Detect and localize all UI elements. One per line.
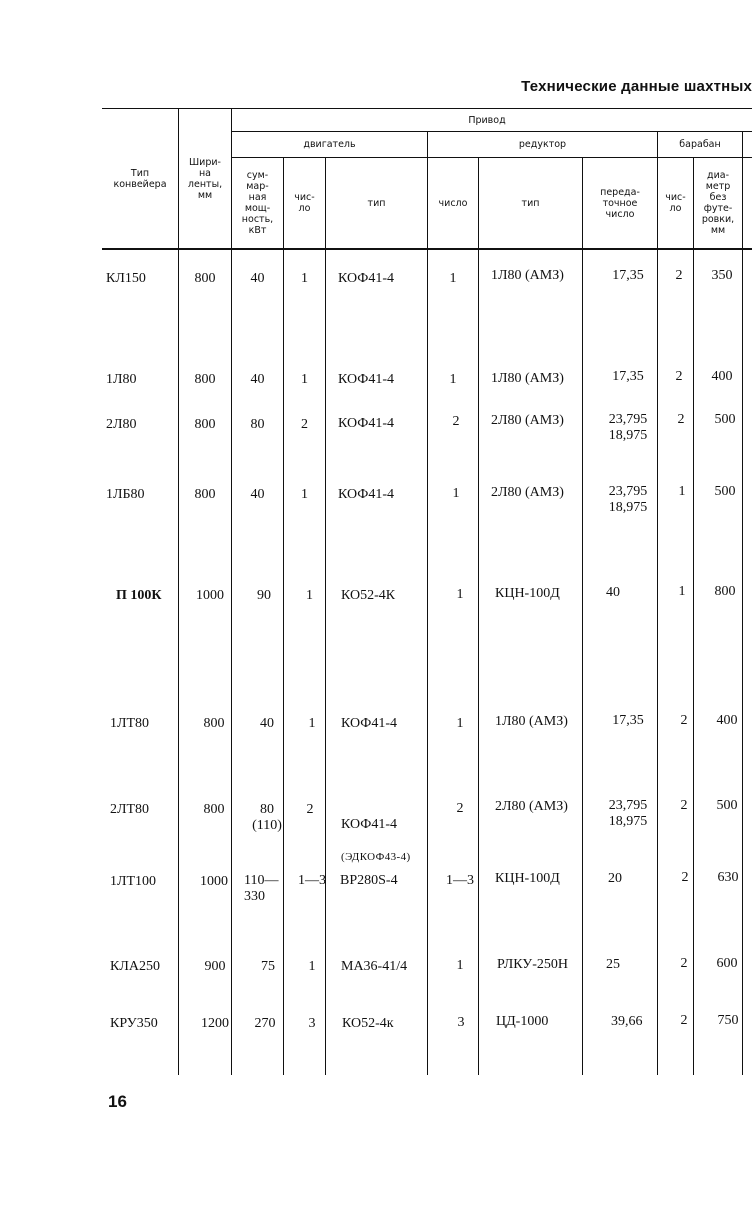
- cell-drum-count: 2: [680, 956, 688, 971]
- header-type: Тип конвейера: [113, 167, 167, 190]
- cell-power: 75: [261, 959, 275, 974]
- cell-reducer-count: 2: [452, 414, 460, 429]
- header-reducer-ratio: переда- точное число: [600, 186, 640, 220]
- header-drum: барабан: [679, 139, 721, 150]
- header-motor-count: чис- ло: [294, 192, 315, 214]
- cell-ratio: 17,35: [612, 369, 644, 384]
- cell-width: 800: [194, 487, 216, 502]
- cell-reducer-count: 1: [456, 587, 464, 602]
- cell-reducer-type: КЦН-100Д: [495, 871, 560, 886]
- cell-drum-count: 2: [675, 369, 683, 384]
- cell-motor-count: 2: [301, 417, 308, 432]
- cell-drum-count: 1: [678, 484, 686, 499]
- cell-diameter: 500: [716, 798, 738, 813]
- cell-reducer-count: 1: [456, 958, 464, 973]
- cell-drum-count: 2: [677, 412, 685, 427]
- cell-ratio: 25: [606, 957, 620, 972]
- cell-reducer-count: 1—3: [446, 873, 474, 888]
- cell-reducer-type: КЦН-100Д: [495, 586, 560, 601]
- cell-power: 40: [250, 271, 265, 286]
- cell-power: 80 (110): [252, 802, 282, 833]
- header-motor: двигатель: [303, 139, 356, 150]
- cell-power: 90: [257, 588, 271, 603]
- cell-diameter: 500: [714, 412, 736, 427]
- cell-drum-count: 2: [675, 268, 683, 283]
- page-title: Технические данные шахтных: [521, 78, 752, 95]
- cell-width: 1000: [200, 874, 228, 889]
- cell-type: 1ЛТ80: [110, 716, 150, 731]
- cell-drum-count: 2: [681, 870, 689, 885]
- cell-motor-count: 1: [308, 716, 316, 731]
- cell-type: 1ЛТ100: [110, 874, 157, 889]
- cell-reducer-type: 1Л80 (АМЗ): [491, 371, 564, 386]
- col-rule-4: [325, 157, 326, 1075]
- cell-type: 2Л80: [106, 417, 137, 432]
- header-belt-width: Шири- на ленты, мм: [187, 156, 223, 201]
- cell-motor-type: КО52-4к: [342, 1016, 394, 1031]
- cell-motor-type: КОФ41-4: [338, 372, 394, 387]
- cell-motor-count: 1—3: [298, 873, 326, 888]
- cell-ratio: 39,66: [611, 1014, 643, 1029]
- header-motor-power: сум- мар- ная мощ- ность, кВт: [241, 170, 274, 236]
- cell-motor-count: 1: [301, 372, 308, 387]
- cell-width: 800: [194, 271, 216, 286]
- cell-reducer-count: 1: [456, 716, 464, 731]
- cell-motor-type: КО52-4К: [341, 588, 396, 603]
- col-rule-3: [283, 157, 284, 1075]
- cell-diameter: 500: [714, 484, 736, 499]
- cell-reducer-count: 1: [449, 372, 457, 387]
- cell-motor-count: 2: [306, 802, 314, 817]
- cell-reducer-type: 2Л80 (АМЗ): [491, 413, 564, 428]
- motor-type-alt: (ЭДКОФ43-4): [341, 851, 411, 863]
- cell-width: 800: [194, 417, 216, 432]
- cell-reducer-type: 2Л80 (АМЗ): [495, 799, 568, 814]
- cell-motor-type: МА36-41/4: [341, 959, 408, 974]
- cell-reducer-count: 2: [456, 801, 464, 816]
- cell-motor-count: 1: [301, 487, 308, 502]
- cell-width: 1000: [196, 588, 224, 603]
- header-drum-count: чис- ло: [665, 192, 686, 214]
- cell-ratio: 40: [606, 585, 620, 600]
- header-drive: Привод: [468, 114, 506, 126]
- cell-motor-type: КОФ41-4: [338, 271, 394, 286]
- cell-ratio: 23,795 18,975: [608, 484, 648, 515]
- cell-ratio: 23,795 18,975: [608, 412, 648, 443]
- cell-reducer-type: ЦД-1000: [496, 1014, 549, 1029]
- cell-ratio: 20: [608, 871, 622, 886]
- cell-type: КЛА250: [110, 959, 160, 974]
- header-drum-diameter: диа- метр без футе- ровки, мм: [701, 170, 735, 236]
- col-rule-6: [478, 157, 479, 1075]
- cell-ratio: 17,35: [612, 713, 644, 728]
- cell-diameter: 800: [714, 584, 736, 599]
- cell-type: КРУ350: [110, 1016, 158, 1031]
- col-rule-7: [582, 157, 583, 1075]
- cell-reducer-count: 1: [452, 486, 460, 501]
- header-reducer-type: тип: [521, 197, 540, 209]
- header-reducer: редуктор: [518, 139, 567, 150]
- cell-power: 40: [250, 372, 265, 387]
- cell-power: 270: [254, 1016, 276, 1031]
- cell-type: 1ЛБ80: [106, 487, 145, 502]
- cell-power: 110— 330: [244, 873, 279, 904]
- cell-diameter: 350: [711, 268, 733, 283]
- cell-motor-type: КОФ41-4: [338, 416, 394, 431]
- col-rule-9: [693, 157, 694, 1075]
- cell-diameter: 600: [716, 956, 738, 971]
- cell-motor-count: 3: [308, 1016, 316, 1031]
- cell-diameter: 630: [717, 870, 739, 885]
- cell-reducer-count: 1: [449, 271, 457, 286]
- cell-motor-type: КОФ41-4: [341, 716, 397, 731]
- cell-width: 800: [203, 802, 225, 817]
- cell-type: 2ЛТ80: [110, 802, 150, 817]
- cell-ratio: 17,35: [612, 268, 644, 283]
- cell-motor-type: ВР280S-4: [340, 873, 398, 888]
- cell-ratio: 23,795 18,975: [608, 798, 648, 829]
- cell-motor-count: 1: [301, 271, 308, 286]
- cell-diameter: 750: [717, 1013, 739, 1028]
- cell-drum-count: 2: [680, 798, 688, 813]
- cell-reducer-type: 1Л80 (АМЗ): [495, 714, 568, 729]
- header-motor-type: тип: [367, 197, 386, 209]
- cell-drum-count: 2: [680, 1013, 688, 1028]
- cell-motor-type: [341, 801, 411, 881]
- cell-motor-count: 1: [308, 959, 316, 974]
- cell-diameter: 400: [716, 713, 738, 728]
- cell-reducer-type: РЛКУ-250Н: [497, 957, 568, 972]
- cell-power: 80: [250, 417, 265, 432]
- cell-width: 900: [204, 959, 226, 974]
- cell-power: 40: [250, 487, 265, 502]
- cell-reducer-count: 3: [457, 1015, 465, 1030]
- cell-drum-count: 1: [678, 584, 686, 599]
- cell-width: 800: [194, 372, 216, 387]
- cell-drum-count: 2: [680, 713, 688, 728]
- cell-width: 800: [203, 716, 225, 731]
- cell-diameter: 400: [711, 369, 733, 384]
- cell-power: 40: [260, 716, 274, 731]
- cell-type: П 100К: [116, 588, 162, 603]
- cell-motor-type: КОФ41-4: [338, 487, 394, 502]
- cell-reducer-type: 2Л80 (АМЗ): [491, 485, 564, 500]
- cell-width: 1200: [201, 1016, 229, 1031]
- cell-type: 1Л80: [106, 372, 137, 387]
- cell-motor-count: 1: [306, 588, 313, 603]
- page-number: 16: [108, 1092, 127, 1111]
- cell-type: КЛ150: [106, 271, 146, 286]
- header-reducer-count: число: [438, 197, 468, 209]
- cell-reducer-type: 1Л80 (АМЗ): [491, 268, 564, 283]
- motor-type-main: КОФ41-4: [341, 817, 397, 832]
